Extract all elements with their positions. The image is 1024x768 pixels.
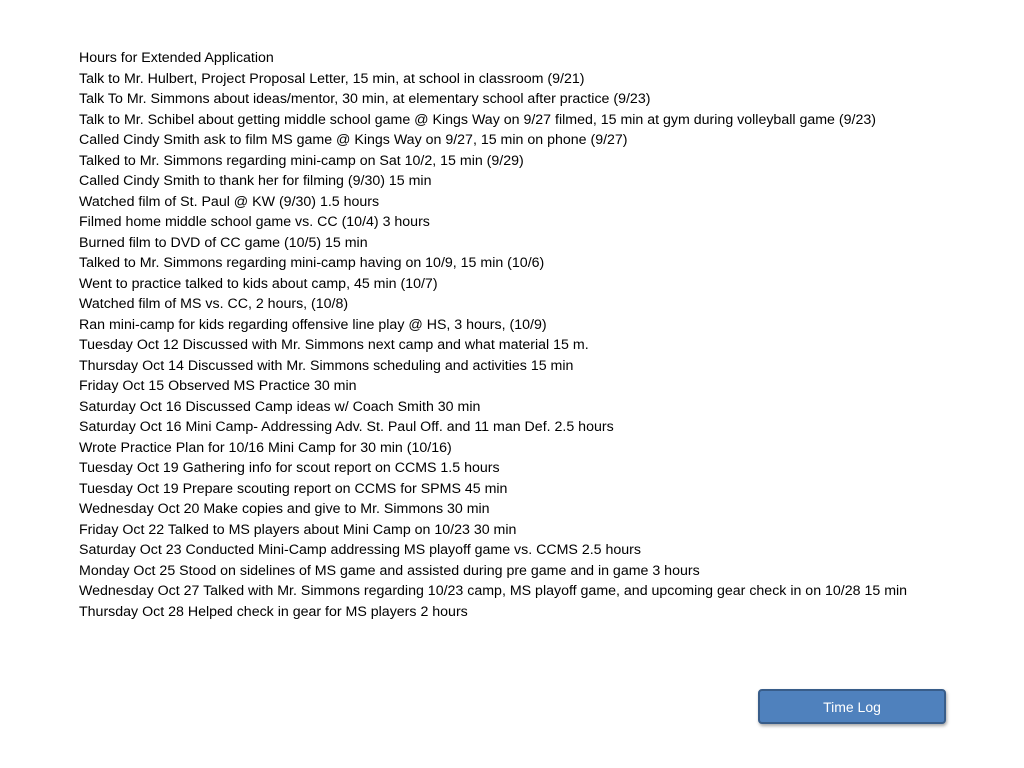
log-entry: Talk To Mr. Simmons about ideas/mentor, 30 min, at elementary school after practice (9/23) [79, 91, 651, 107]
log-entry: Wrote Practice Plan for 10/16 Mini Camp for 30 min (10/16) [79, 439, 452, 456]
log-entry: Friday Oct 22 Talked to MS players about Mini Camp on 10/23 30 min [79, 521, 517, 538]
log-entry: Talked to Mr. Simmons regarding mini-camp on Sat 10/2, 15 min (9/29) [79, 152, 524, 169]
log-entry: Burned film to DVD of CC game (10/5) 15 min [79, 234, 368, 251]
log-entry: Saturday Oct 16 Mini Camp- Addressing Adv. St. Paul Off. and 11 man Def. 2.5 hours [79, 419, 614, 435]
log-entry: Watched film of St. Paul @ KW (9/30) 1.5 hours [79, 193, 380, 210]
log-entry: Saturday Oct 23 Conducted Mini-Camp addressing MS playoff game vs. CCMS 2.5 hours [79, 542, 641, 558]
hours-log-text [79, 48, 963, 622]
log-entry: Thursday Oct 28 Helped check in gear for MS players 2 hours [79, 603, 468, 620]
log-entry: Watched film of MS vs. CC, 2 hours, (10/8) [79, 296, 349, 312]
log-entry: Tuesday Oct 19 Prepare scouting report on CCMS for SPMS 45 min [79, 480, 508, 497]
log-entry: Tuesday Oct 12 Discussed with Mr. Simmons next camp and what material 15 m. [79, 337, 589, 353]
log-entry: Talked to Mr. Simmons regarding mini-camp having on 10/9, 15 min (10/6) [79, 255, 545, 271]
log-entry: Called Cindy Smith ask to film MS game @ Kings Way on 9/27, 15 min on phone (9/27) [79, 132, 628, 148]
log-entry: Wednesday Oct 27 Talked with Mr. Simmons regarding 10/23 camp, MS playoff game, and upcoming gear check in on 10/28 15 min [79, 583, 908, 599]
time-log-button[interactable] [758, 689, 946, 724]
log-entry: Tuesday Oct 19 Gathering info for scout report on CCMS 1.5 hours [79, 460, 500, 476]
time-log-button-label: Time Log [823, 698, 881, 715]
log-entry: Ran mini-camp for kids regarding offensive line play @ HS, 3 hours, (10/9) [79, 316, 547, 333]
log-entry: Monday Oct 25 Stood on sidelines of MS game and assisted during pre game and in game 3 hours [79, 562, 700, 579]
log-entry: Talk to Mr. Hulbert, Project Proposal Letter, 15 min, at school in classroom (9/21) [79, 70, 585, 87]
log-entry: Talk to Mr. Schibel about getting middle school game @ Kings Way on 9/27 filmed, 15 min at gym during volleyball game (9/23) [79, 111, 876, 128]
log-entry: Called Cindy Smith to thank her for filming (9/30) 15 min [79, 173, 432, 189]
log-entry: Wednesday Oct 20 Make copies and give to Mr. Simmons 30 min [79, 501, 490, 517]
log-entry: Friday Oct 15 Observed MS Practice 30 min [79, 378, 357, 394]
log-entry: Thursday Oct 14 Discussed with Mr. Simmons scheduling and activities 15 min [79, 357, 574, 374]
log-entry: Filmed home middle school game vs. CC (10/4) 3 hours [79, 214, 430, 230]
log-entry: Went to practice talked to kids about camp, 45 min (10/7) [79, 275, 438, 292]
document-title: Hours for Extended Application [79, 50, 274, 66]
log-entry: Saturday Oct 16 Discussed Camp ideas w/ Coach Smith 30 min [79, 398, 481, 415]
